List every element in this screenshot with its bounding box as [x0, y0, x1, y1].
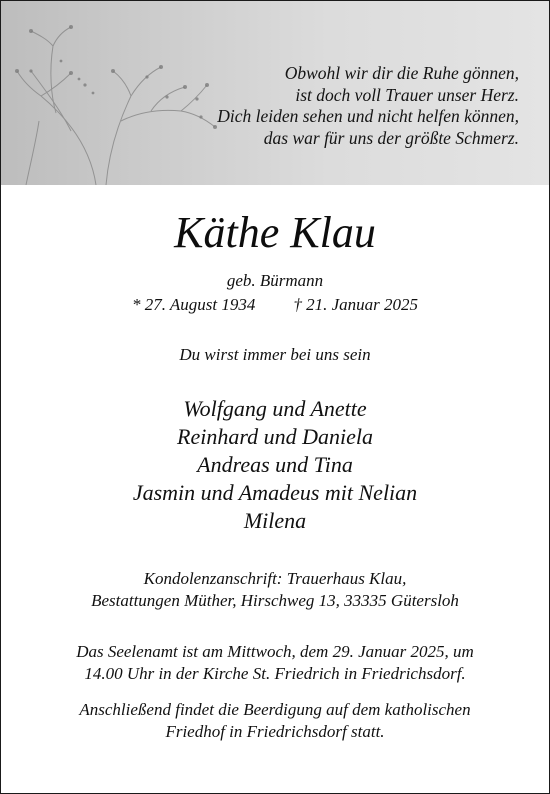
birth-date: * 27. August 1934	[131, 295, 256, 314]
service-line: 14.00 Uhr in der Kirche St. Friedrich in Friedrichsdorf.	[84, 664, 466, 683]
life-dates	[1, 295, 549, 315]
mourner-line: Wolfgang und Anette	[183, 396, 367, 421]
birth-name: geb. Bürmann	[226, 271, 324, 290]
poem-line: Dich leiden sehen und nicht helfen können,	[217, 106, 519, 126]
death-date: † 21. Januar 2025	[293, 295, 419, 314]
service-info	[1, 641, 549, 685]
burial-info	[1, 699, 549, 743]
poem	[217, 63, 519, 149]
contact-line: Kondolenzanschrift: Trauerhaus Klau,	[143, 569, 407, 588]
mourner-line: Reinhard und Daniela	[177, 424, 373, 449]
contact-line: Bestattungen Müther, Hirschweg 13, 33335 Gütersloh	[91, 591, 459, 610]
deceased-name: Käthe Klau	[174, 208, 376, 257]
mourners-list	[1, 395, 549, 535]
burial-line: Anschließend findet die Beerdigung auf dem katholischen	[79, 700, 471, 719]
condolence-address	[1, 568, 549, 612]
mourner-line: Milena	[243, 508, 307, 533]
mourner-line: Andreas und Tina	[197, 452, 353, 477]
notice-body	[1, 185, 549, 793]
poem-line: Obwohl wir dir die Ruhe gönnen,	[284, 63, 519, 83]
service-line: Das Seelenamt ist am Mittwoch, dem 29. Januar 2025, um	[76, 642, 474, 661]
poem-line: ist doch voll Trauer unser Herz.	[295, 84, 519, 105]
motto: Du wirst immer bei uns sein	[179, 345, 371, 364]
mourner-line: Jasmin und Amadeus mit Nelian	[132, 480, 418, 505]
burial-line: Friedhof in Friedrichsdorf statt.	[165, 722, 385, 741]
header-photo	[1, 1, 549, 185]
poem-line: das war für uns der größte Schmerz.	[263, 127, 519, 148]
